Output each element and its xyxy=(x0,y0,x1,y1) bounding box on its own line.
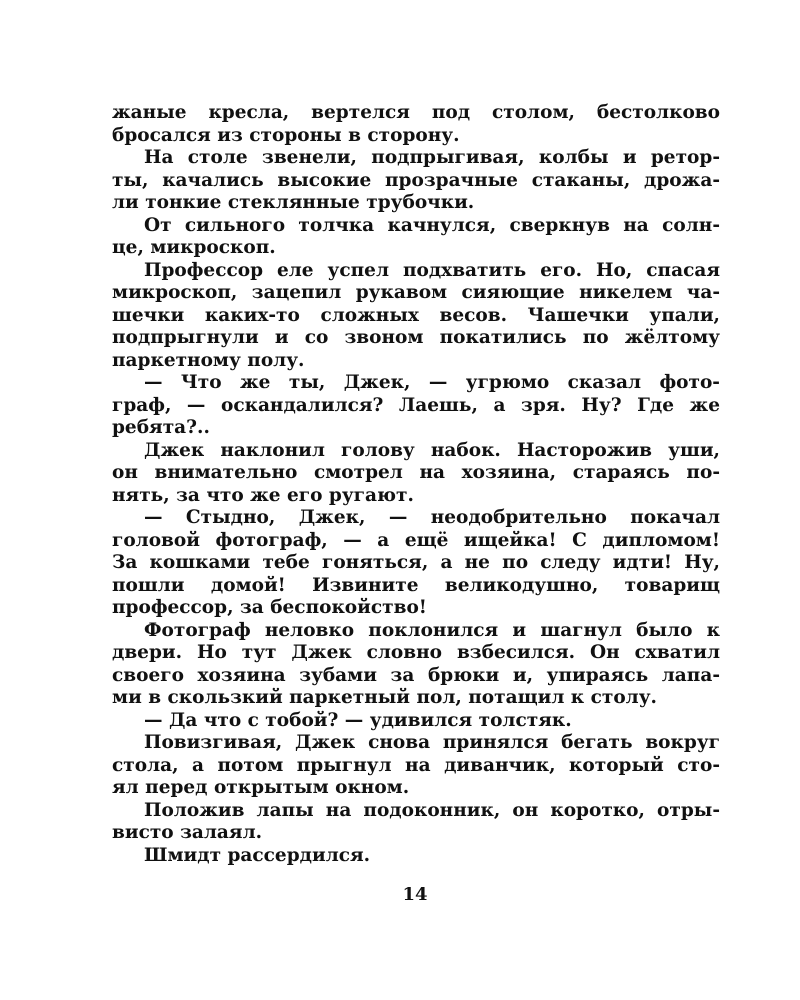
text-line: ты, качались высокие прозрачные стаканы, дрожа- xyxy=(112,169,720,191)
text-line: подпрыгнули и со звоном покатились по жёлтому xyxy=(112,327,720,348)
text-line: бросался из стороны в сторону. xyxy=(112,124,460,146)
text-line: Повизгивая, Джек снова принялся бегать вокруг xyxy=(144,732,720,753)
text-line: паркетному полу. xyxy=(112,349,305,371)
text-line: На столе звенели, подпрыгивая, колбы и ретор- xyxy=(144,147,720,168)
text-line: Профессор еле успел подхватить его. Но, спасая xyxy=(144,259,720,281)
text-line: он внимательно смотрел на хозяина, стараясь по- xyxy=(112,462,720,483)
page-number: 14 xyxy=(402,884,428,905)
text-line: ял перед открытым окном. xyxy=(112,777,410,798)
text-line: За кошками тебе гоняться, а не по следу идти! Ну, xyxy=(112,552,720,573)
text-line: — Стыдно, Джек, — неодобрительно покачал xyxy=(144,507,720,528)
text-line: — Что же ты, Джек, — угрюмо сказал фото- xyxy=(144,372,720,393)
text-line: Фотограф неловко поклонился и шагнул было к xyxy=(144,619,720,641)
text-line: жаные кресла, вертелся под столом, бестолково xyxy=(112,102,720,123)
text-line: микроскоп, зацепил рукавом сияющие никелем ча- xyxy=(112,282,720,303)
text-line: двери. Но тут Джек словно взбесился. Он схватил xyxy=(112,642,720,663)
text-line: профессор, за беспокойство! xyxy=(112,597,427,618)
text-line: головой фотограф, — а ещё ищейка! С дипломом! xyxy=(112,529,720,551)
text-line: граф, — оскандалился? Лаешь, а зря. Ну? Где же xyxy=(112,394,720,416)
text-line: ребята?.. xyxy=(112,417,210,438)
text-line: Шмидт рассердился. xyxy=(144,844,371,866)
text-line: стола, а потом прыгнул на диванчик, который сто- xyxy=(112,754,720,776)
text-line: пошли домой! Извините великодушно, товарищ xyxy=(112,574,720,596)
text-line: — Да что с тобой? — удивился толстяк. xyxy=(144,709,572,731)
text-line: висто залаял. xyxy=(112,822,263,843)
text-line: От сильного толчка качнулся, сверкнув на солн- xyxy=(144,214,720,236)
text-line: це, микроскоп. xyxy=(112,237,276,258)
text-line: ми в скользкий паркетный пол, потащил к столу. xyxy=(112,687,658,708)
text-line: Положив лапы на подоконник, он коротко, отры- xyxy=(144,799,720,821)
text-line: шечки каких-то сложных весов. Чашечки упали, xyxy=(112,304,720,326)
text-line: своего хозяина зубами за брюки и, упираясь лапа- xyxy=(112,664,720,686)
text-line: нять, за что же его ругают. xyxy=(112,484,414,506)
text-line: ли тонкие стеклянные трубочки. xyxy=(112,192,475,213)
body-text xyxy=(112,102,720,867)
text-line: Джек наклонил голову набок. Насторожив уши, xyxy=(144,439,720,461)
